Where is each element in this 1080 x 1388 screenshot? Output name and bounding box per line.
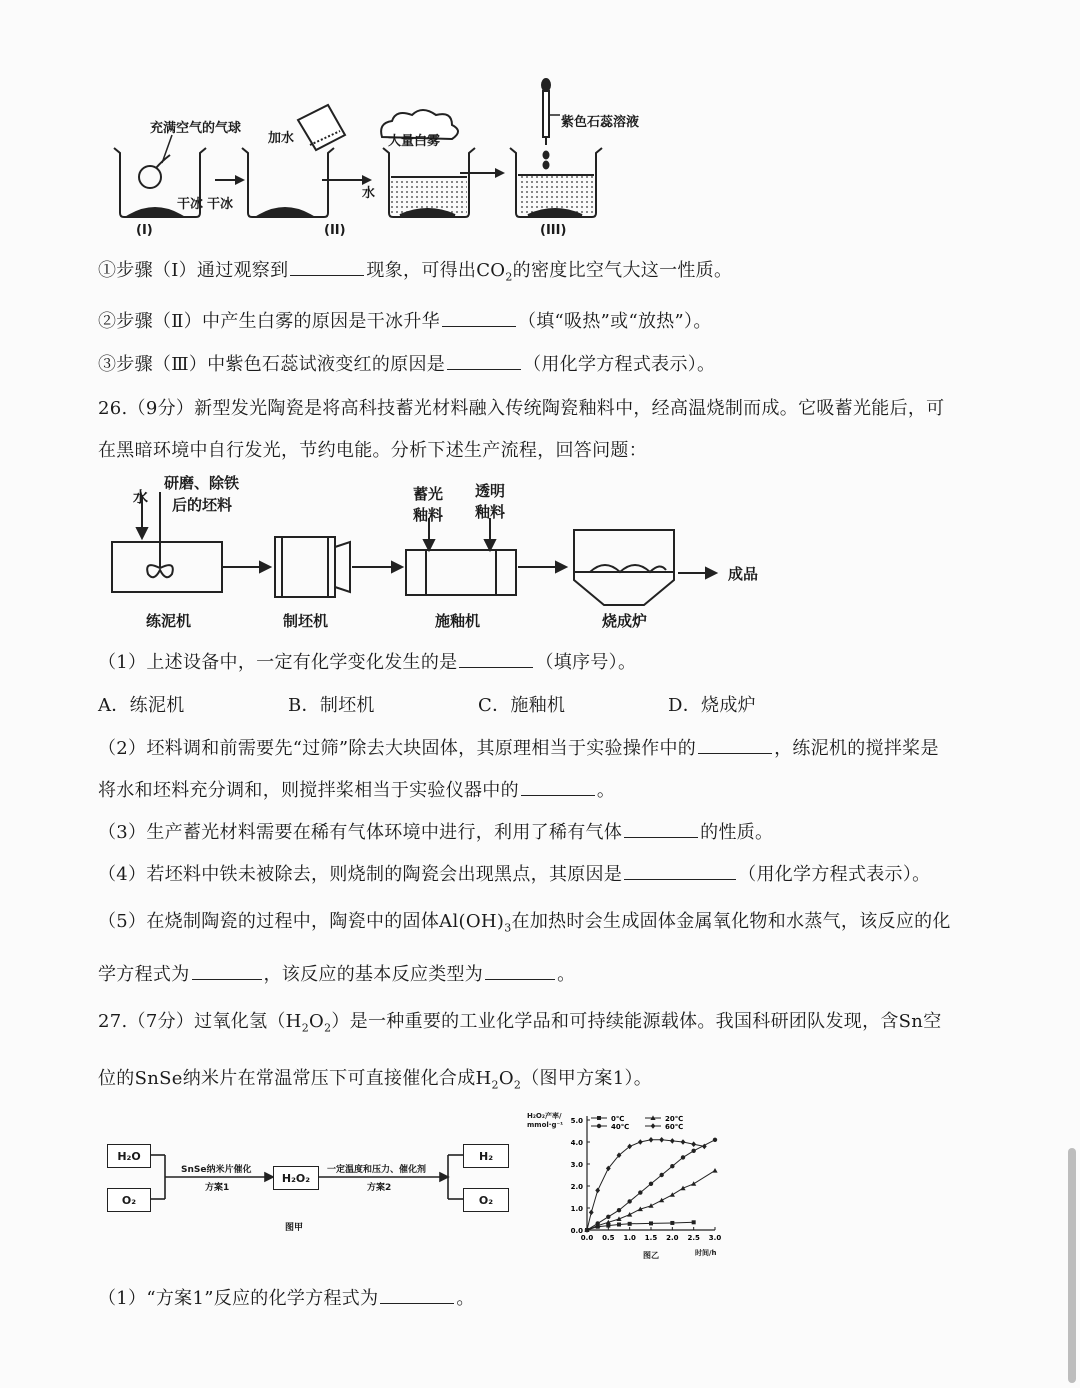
answer-blank[interactable]: [485, 978, 555, 980]
data-point: [638, 1139, 643, 1145]
q26-intro-line2: 在黑暗环境中自行发光，节约电能。分析下述生产流程，回答问题：: [98, 440, 647, 461]
q26-p1: （1）上述设备中，一定有化学变化发生的是 （填序号）。: [98, 652, 637, 673]
beaker-3: [381, 110, 475, 217]
x-tick-label: 3.0: [708, 1234, 722, 1242]
mixer-box: [112, 542, 222, 592]
water-label: 水: [362, 186, 376, 201]
data-point: [617, 1223, 621, 1227]
x-tick-label: 2.0: [666, 1234, 679, 1242]
q27-intro-line2: 位的SnSe纳米片在常温常压下可直接催化合成$H_2O_2$（图甲方案1）。: [98, 1068, 653, 1092]
flow-raw-label-1: 研磨、除铁: [164, 474, 240, 492]
flow-glaze2-a: 透明: [475, 482, 506, 500]
legend-label: 40℃: [611, 1123, 630, 1131]
data-point: [595, 1188, 600, 1194]
data-point: [681, 1155, 685, 1159]
beaker-2: [242, 105, 345, 217]
experiment-drawing: [100, 75, 660, 245]
option-b[interactable]: B．制坯机: [288, 695, 375, 716]
q26-p2-line2: 将水和坯料充分调和，则搅拌桨相当于实验仪器中的 。: [98, 780, 616, 801]
answer-blank[interactable]: [521, 794, 595, 796]
data-point: [627, 1212, 632, 1217]
data-point: [649, 1182, 653, 1186]
q26-p4: （4）若坯料中铁未被除去，则烧制的陶瓷会出现黑点，其原因是 （用化学方程式表示）。: [98, 864, 931, 885]
step-1-label: (I): [136, 223, 153, 238]
chart-xlabel: 时间/h: [695, 1249, 717, 1257]
data-point: [638, 1190, 642, 1194]
data-point: [713, 1138, 717, 1142]
q25-step1: ①步骤（Ⅰ）通过观察到 现象，可得出$CO_2$的密度比空气大这一性质。: [98, 260, 733, 284]
data-point: [712, 1168, 717, 1173]
data-point: [606, 1215, 610, 1219]
y-tick-label: 1.0: [570, 1205, 583, 1213]
x-tick-label: 0.0: [580, 1234, 594, 1242]
q26-p3: （3）生产蓄光材料需要在稀有气体环境中进行，利用了稀有气体 的性质。: [98, 822, 774, 843]
flow-glaze1-b: 釉料: [413, 506, 444, 524]
data-point: [670, 1192, 675, 1197]
h2-box: H₂: [463, 1144, 509, 1168]
answer-blank[interactable]: [459, 666, 533, 668]
data-point: [659, 1137, 664, 1143]
data-point: [589, 1210, 594, 1216]
data-point: [692, 1220, 696, 1224]
q27-intro-line1: 27.（7分）过氧化氢$(H_2O_2)$是一种重要的工业化学品和可持续能源载体。我国科研团队发现，含Sn空: [98, 1011, 942, 1035]
scheme1-sub: 方案1: [205, 1183, 230, 1193]
y-tick-label: 2.0: [570, 1183, 583, 1191]
scheme2-label: 一定温度和压力、催化剂: [327, 1165, 427, 1175]
litmus-label: 紫色石蕊溶液: [561, 115, 640, 130]
flow-glaze1-a: 蓄光: [413, 485, 444, 503]
dry-ice-label-2: 干冰: [207, 197, 234, 212]
data-point: [627, 1199, 631, 1203]
legend-marker: [651, 1123, 656, 1129]
h2o-box: H₂O: [107, 1144, 151, 1168]
dry-ice-label-1: 干冰: [177, 197, 204, 212]
data-point: [681, 1139, 686, 1145]
q26-p2-line1: （2）坯料调和前需要先“过筛”除去大块固体，其原理相当于实验操作中的 ，练泥机的搅拌桨是: [98, 738, 939, 759]
legend-marker: [597, 1124, 601, 1128]
data-point: [670, 1221, 674, 1225]
scheme-diagram: [105, 1140, 515, 1240]
answer-blank[interactable]: [442, 325, 516, 327]
x-tick-label: 2.5: [687, 1234, 700, 1242]
x-tick-label: 0.5: [602, 1234, 615, 1242]
answer-blank[interactable]: [380, 1302, 454, 1304]
flow-product-label: 成品: [728, 565, 759, 583]
legend-label: 60℃: [665, 1123, 684, 1131]
o2-left-box: O₂: [107, 1188, 151, 1212]
data-point: [649, 1221, 653, 1225]
step-2-label: (II): [324, 223, 346, 238]
machine-2-label: 制坯机: [283, 612, 329, 630]
x-tick-label: 1.5: [644, 1234, 658, 1242]
arrow-1: [215, 175, 245, 185]
q25-step3: ③步骤（Ⅲ）中紫色石蕊试液变红的原因是 （用化学方程式表示）。: [98, 354, 716, 375]
option-a[interactable]: A．练泥机: [98, 695, 185, 716]
h2o2-box: H₂O₂: [273, 1166, 319, 1190]
answer-blank[interactable]: [192, 978, 262, 980]
option-d[interactable]: D．烧成炉: [668, 695, 756, 716]
machine-1-label: 练泥机: [146, 612, 192, 630]
x-tick-label: 1.0: [623, 1234, 636, 1242]
fog-label: 大量白雾: [388, 134, 441, 149]
answer-blank[interactable]: [290, 274, 364, 276]
data-point: [659, 1173, 663, 1177]
answer-blank[interactable]: [698, 752, 772, 754]
data-point: [691, 1181, 696, 1186]
flow-water-label: 水: [133, 488, 149, 506]
data-point: [691, 1149, 695, 1153]
data-point: [649, 1137, 654, 1143]
y-tick-label: 4.0: [570, 1139, 583, 1147]
series-line-1: [587, 1171, 715, 1230]
q26-p5-line1: （5）在烧制陶瓷的过程中，陶瓷中的固体$Al(OH)_3$在加热时会生成固体金属氧化物和水蒸气，该反应的化: [98, 911, 951, 935]
scrollbar[interactable]: [1068, 1148, 1076, 1383]
flow-glaze2-b: 釉料: [475, 503, 506, 521]
add-water-label: 加水: [268, 131, 295, 146]
q26-intro-line1: 26.（9分）新型发光陶瓷是将高科技蓄光材料融入传统陶瓷釉料中，经高温烧制而成。它吸蓄光能后，可: [98, 398, 945, 419]
h2o2-yield-chart: [525, 1108, 735, 1263]
chart-caption: 图乙: [643, 1251, 659, 1260]
q27-p1: （1）“方案1”反应的化学方程式为 。: [98, 1288, 475, 1309]
data-point: [670, 1164, 674, 1168]
q25-step2: ②步骤（Ⅱ）中产生白雾的原因是干冰升华 （填“吸热”或“放热”）。: [98, 311, 712, 332]
data-point: [670, 1138, 675, 1144]
data-point: [691, 1141, 696, 1147]
legend-label: 20℃: [665, 1115, 684, 1123]
data-point: [648, 1203, 653, 1208]
o2-right-box: O₂: [463, 1188, 509, 1212]
machine-3-label: 施釉机: [435, 612, 481, 630]
option-c[interactable]: C．施釉机: [478, 695, 566, 716]
flow-raw-label-2: 后的坯料: [172, 496, 233, 514]
y-tick-label: 3.0: [570, 1161, 583, 1169]
legend-label: 0℃: [611, 1115, 625, 1123]
answer-blank[interactable]: [624, 878, 736, 880]
glazer-box: [406, 550, 516, 595]
data-point: [659, 1198, 664, 1203]
former-box: [275, 537, 335, 597]
ceramic-flow-diagram: [100, 470, 780, 635]
y-tick-label: 5.0: [570, 1117, 583, 1125]
legend-marker: [597, 1116, 601, 1120]
chart-svg: [525, 1108, 735, 1263]
data-point: [628, 1222, 632, 1226]
figure-a-caption: 图甲: [285, 1223, 304, 1233]
scheme-lines: [105, 1140, 515, 1240]
beaker-4: [510, 79, 602, 217]
balloon-label: 充满空气的气球: [150, 121, 242, 136]
data-point: [595, 1221, 599, 1225]
scheme2-sub: 方案2: [367, 1183, 392, 1193]
y-tick-label: 0.0: [570, 1227, 583, 1235]
q26-p5-line2: 学方程式为 ，该反应的基本反应类型为 。: [98, 964, 576, 985]
co2-experiment-figure: [100, 75, 660, 245]
series-line-3: [587, 1140, 704, 1230]
machine-4-label: 烧成炉: [602, 612, 648, 630]
step-3-label: (III): [540, 223, 567, 238]
answer-blank[interactable]: [447, 368, 521, 370]
data-point: [617, 1208, 621, 1212]
chart-ylabel: H₂O₂产率/ mmol·g⁻¹: [527, 1112, 564, 1129]
answer-blank[interactable]: [624, 836, 698, 838]
scheme1-label: SnSe纳米片催化: [181, 1165, 252, 1175]
